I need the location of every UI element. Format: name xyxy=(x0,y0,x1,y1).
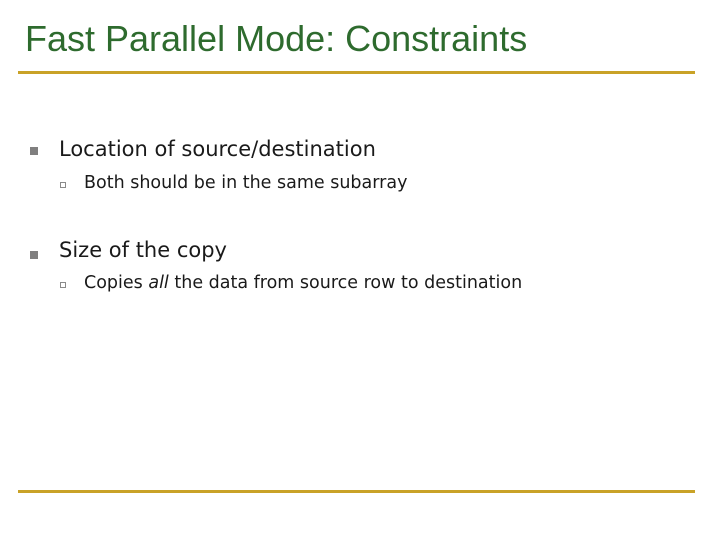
hollow-square-bullet-icon xyxy=(60,182,66,188)
bullet-size-of-copy: Size of the copy xyxy=(59,238,227,262)
square-bullet-icon xyxy=(30,147,38,155)
slide-title: Fast Parallel Mode: Constraints xyxy=(25,18,528,59)
footer-rule xyxy=(18,490,695,493)
subbullet-same-subarray: Both should be in the same subarray xyxy=(84,173,408,193)
square-bullet-icon xyxy=(30,251,38,259)
bullet-location: Location of source/destination xyxy=(59,137,376,161)
subbullet-text-before: Copies xyxy=(84,273,149,293)
subbullet-text-after: the data from source row to destination xyxy=(168,273,523,293)
subbullet-copies-all xyxy=(84,273,522,293)
subbullet-emphasis-all: all xyxy=(148,273,169,293)
hollow-square-bullet-icon xyxy=(60,282,66,288)
title-underline-rule xyxy=(18,71,695,74)
